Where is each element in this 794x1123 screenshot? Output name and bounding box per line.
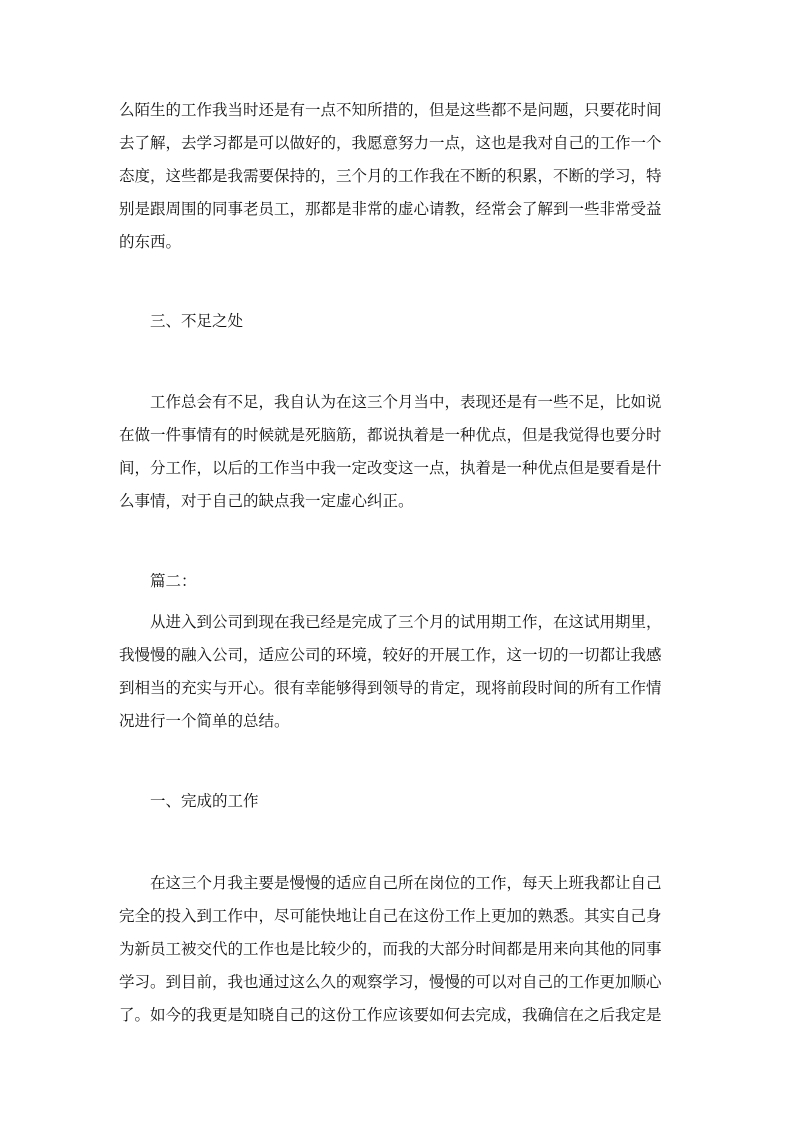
text-line: 到相当的充实与开心。很有幸能够得到领导的肯定，现将前段时间的所有工作情 [119,679,662,697]
section-heading-shortcomings [119,305,679,338]
text-line: 的东西。 [119,233,182,251]
text-line: 从进入到公司到现在我已经是完成了三个月的试用期工作，在这试用期里， [150,613,662,631]
text-line: 态度，这些都是我需要保持的，三个月的工作我在不断的积累，不断的学习，特 [119,167,662,185]
text-line: 完全的投入到工作中，尽可能快地让自己在这份工作上更加的熟悉。其实自己身 [119,907,662,925]
text-line: 我慢慢的融入公司，适应公司的环境，较好的开展工作，这一切的一切都让我感 [119,646,662,664]
paragraph-body [119,94,679,259]
text-line: 况进行一个简单的总结。 [119,712,290,730]
text-line: 在做一件事情有的时候就是死脑筋，都说执着是一种优点，但是我觉得也要分时 [119,426,662,444]
part-heading [119,565,679,598]
paragraph-body [119,386,679,518]
paragraph-body [119,867,679,1032]
text-line: 间，分工作，以后的工作当中我一定改变这一点，执着是一种优点但是要看是什 [119,459,662,477]
section-heading-completed-work [119,785,679,818]
text-line: 了。如今的我更是知晓自己的这份工作应该要如何去完成，我确信在之后我定是 [119,1006,662,1024]
paragraph-body [119,606,679,738]
text-line: 工作总会有不足，我自认为在这三个月当中，表现还是有一些不足，比如说 [150,393,662,411]
section-heading: 一、完成的工作 [150,792,259,810]
section-heading: 三、不足之处 [150,312,244,330]
text-line: 在这三个月我主要是慢慢的适应自己所在岗位的工作，每天上班我都让自己 [150,874,662,892]
text-line: 别是跟周围的同事老员工，那都是非常的虚心请教，经常会了解到一些非常受益 [119,200,662,218]
text-line: 么陌生的工作我当时还是有一点不知所措的，但是这些都不是问题，只要花时间 [119,101,662,119]
text-line: 为新员工被交代的工作也是比较少的，而我的大部分时间都是用来向其他的同事 [119,940,662,958]
part-title: 篇二： [150,572,197,590]
text-line: 么事情，对于自己的缺点我一定虚心纠正。 [119,492,414,510]
text-line: 去了解，去学习都是可以做好的，我愿意努力一点，这也是我对自己的工作一个 [119,134,662,152]
text-line: 学习。到目前，我也通过这么久的观察学习，慢慢的可以对自己的工作更加顺心 [119,973,662,991]
